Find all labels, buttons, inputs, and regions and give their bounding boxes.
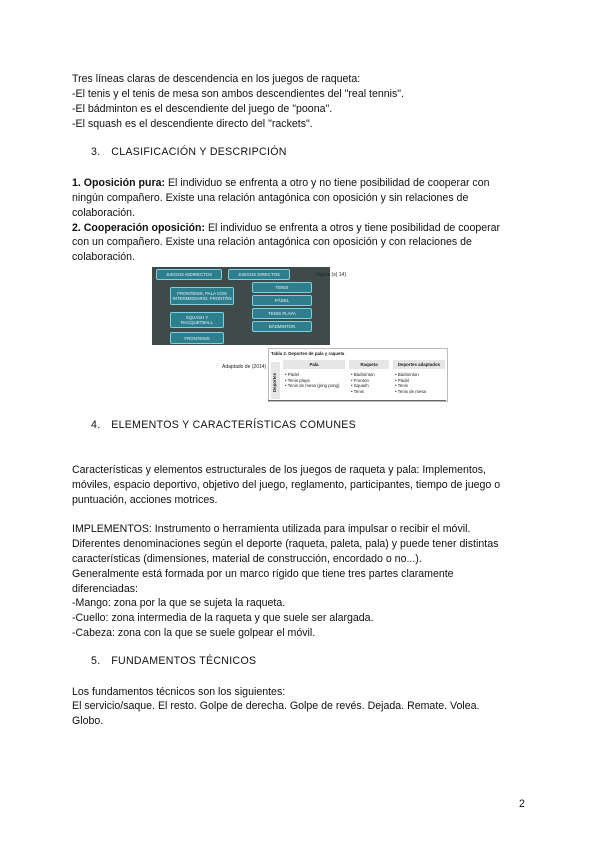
term-bold: 1. Oposición pura:	[72, 177, 166, 189]
diagram-box: JUEGOS INDIRECTOS	[156, 269, 222, 280]
cell-item: • Tenis de mesa	[395, 388, 426, 394]
text: El individuo se enfrenta a otros y tiene posibilidad de cooperar	[205, 222, 501, 234]
section-title: FUNDAMENTOS TÉCNICOS	[111, 655, 257, 667]
classification-diagram	[152, 267, 330, 345]
intro-line: -El bádminton es el descendiente del juego de "poona".	[72, 103, 333, 115]
paragraph-line: Diferentes denominaciones según el deporte (raqueta, paleta, pala) y puede tener distintas	[72, 538, 499, 550]
section-title: CLASIFICACIÓN Y DESCRIPCIÓN	[111, 146, 287, 158]
table-header: Pala	[283, 360, 345, 369]
paragraph-line: -Cabeza: zona con la que se suele golpear el móvil.	[72, 627, 316, 639]
figure-caption: Figura (s) 14)	[316, 272, 347, 278]
paragraph-line: Características y elementos estructurales de los juegos de raqueta y pala: Implementos,	[72, 464, 486, 476]
table-side-header	[271, 362, 280, 399]
cell-item: • Tenis	[351, 388, 364, 394]
cell-item: • Frontón	[351, 377, 369, 383]
paragraph-line: Los fundamentos técnicos son los siguientes:	[72, 686, 286, 698]
cell-item: • Bádminton	[351, 372, 375, 377]
paragraph-line: Generalmente está formada por un marco rígido que tiene tres partes claramente	[72, 568, 454, 580]
diagram-box: SQUASH Y RACQUETBALL	[170, 312, 224, 328]
cell-item: • Tenis	[395, 383, 408, 388]
intro-line: -El squash es el descendiente directo del "rackets".	[72, 118, 313, 130]
term-bold: 2. Cooperación oposición:	[72, 222, 206, 234]
diagram-box: FRONTENIS	[170, 332, 224, 344]
paragraph-line: -Mango: zona por la que se sujeta la raqueta.	[72, 597, 286, 609]
cell-item: • Bádminton	[395, 372, 419, 377]
section-title: ELEMENTOS Y CARACTERÍSTICAS COMUNES	[111, 419, 357, 431]
paragraph-line: El servicio/saque. El resto. Golpe de derecha. Golpe de revés. Dejada. Remate. Volea.	[72, 700, 480, 712]
diagram-box: JUEGOS DIRECTOS	[228, 269, 290, 280]
table-caption: Tabla 2. Deportes de pala y raqueta	[271, 351, 345, 356]
section-number: 5.	[91, 655, 101, 667]
intro-line: Tres líneas claras de descendencia en los juegos de raqueta:	[72, 73, 361, 85]
section-number: 3.	[91, 146, 101, 158]
cell-item: • Squash	[351, 383, 369, 388]
paragraph-line	[72, 221, 500, 235]
paragraph-line: IMPLEMENTOS: Instrumento o herramienta utilizada para impulsar o recibir el móvil.	[72, 523, 471, 535]
paragraph-line: Globo.	[72, 715, 104, 727]
page-number: 2	[519, 798, 525, 810]
side-label: Deportes	[272, 372, 277, 392]
table-cell	[395, 372, 426, 394]
section-4-heading	[91, 419, 356, 431]
figure-divider	[268, 400, 446, 401]
section-3-heading	[91, 146, 287, 158]
cell-item: • Pádel	[395, 377, 409, 383]
diagram-box: FRONTENIS, PALA CON INTERMEDIARIO, FRONTÓN	[170, 287, 234, 305]
cell-item: • Pádel	[285, 372, 299, 377]
cell-item: • Tenis playa	[285, 377, 310, 383]
intro-line: -El tenis y el tenis de mesa son ambos descendientes del "real tennis".	[72, 88, 404, 100]
table-cell	[351, 372, 375, 394]
paragraph-line: ningún compañero. Existe una relación antagónica con oposición y sin relaciones de	[72, 192, 469, 204]
section-number: 4.	[91, 419, 101, 431]
paragraph-line: puntuación, acciones motrices.	[72, 494, 218, 506]
table-header: Deportes adaptados	[393, 360, 445, 369]
paragraph-line: diferenciadas:	[72, 583, 138, 595]
paragraph-line: -Cuello: zona intermedia de la raqueta y que suele ser alargada.	[72, 612, 374, 624]
diagram-box: TENIS	[252, 282, 312, 293]
text: El individuo se enfrenta a otro y no tiene posibilidad de cooperar con	[165, 177, 490, 189]
table-cell	[285, 372, 339, 389]
paragraph-line: colaboración.	[72, 207, 136, 219]
cell-item: • Tenis de mesa (ping pong)	[285, 383, 340, 388]
diagram-box: TENIS PLAYA	[252, 308, 312, 319]
figure-caption: Adaptado de (2014)	[222, 364, 267, 370]
paragraph-line: con un compañero. Existe una relación antagónica con oposición y con relaciones de	[72, 236, 472, 248]
paragraph-line	[72, 176, 490, 190]
diagram-box: BÁDMINTON	[252, 321, 312, 332]
paragraph-line: características (dimensiones, material de construcción, encordado o no...).	[72, 553, 422, 565]
diagram-box: PÁDEL	[252, 295, 312, 306]
section-5-heading	[91, 655, 256, 667]
paragraph-line: colaboración.	[72, 251, 136, 263]
sports-table	[268, 348, 448, 402]
table-header: Raqueta	[349, 360, 389, 369]
paragraph-line: móviles, espacio deportivo, objetivo del juego, reglamento, participantes, tiempo de juego o	[72, 479, 501, 491]
